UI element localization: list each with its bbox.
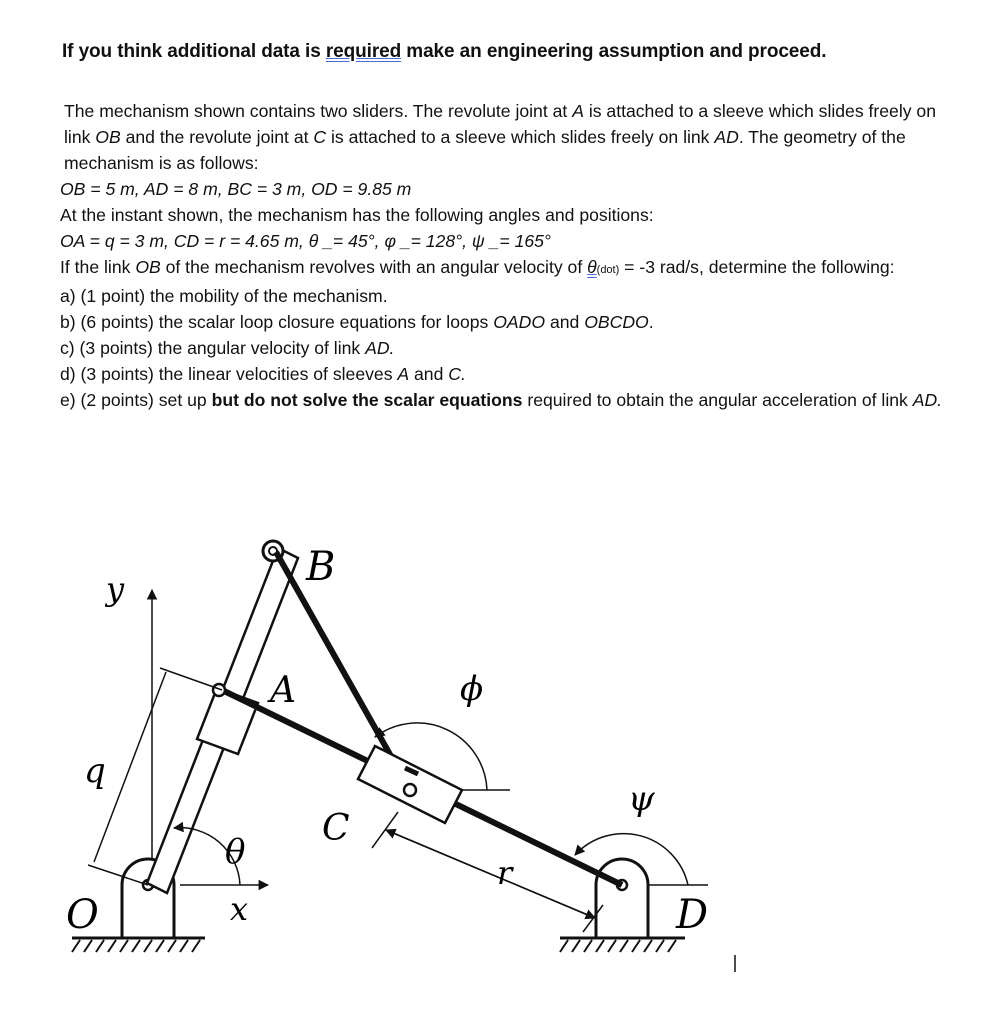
r-dimension xyxy=(372,812,603,932)
joint-A xyxy=(213,684,225,696)
intro-paragraph: The mechanism shown contains two sliders. The revolute joint at A is attached to a sleeve which slides freely on link OB and the revolute joint at C is attached to a sleeve which slides freely on link AD. The geometry of the mechanism is as follows: xyxy=(64,101,937,173)
part-c: c) (3 points) the angular velocity of link AD. xyxy=(60,338,395,358)
part-d: d) (3 points) the linear velocities of sleeves A and C. xyxy=(60,364,466,384)
label-y: y xyxy=(106,570,125,608)
instant-intro: At the instant shown, the mechanism has the following angles and positions: xyxy=(60,205,654,225)
positions-line: OA = q = 3 m, CD = r = 4.65 m, θ _= 45°, φ _= 128°, ψ _= 165° xyxy=(60,231,551,251)
label-theta: θ xyxy=(225,832,246,872)
label-q: q xyxy=(84,751,106,791)
heading-underlined: required xyxy=(325,41,402,62)
label-phi: ϕ xyxy=(460,669,484,709)
velocity-line: If the link OB of the mechanism revolves with an angular velocity of θ(dot) = -3 rad/s, determine the following: xyxy=(60,257,895,277)
ground-D xyxy=(560,859,685,952)
label-psi: ψ xyxy=(628,779,655,819)
label-x: x xyxy=(230,890,249,928)
label-A: A xyxy=(270,670,296,711)
label-O: O xyxy=(66,892,99,938)
part-a: a) (1 point) the mobility of the mechanism. xyxy=(60,286,388,306)
heading-pre: If you think additional data is xyxy=(62,41,326,62)
part-e: e) (2 points) set up but do not solve the scalar equations required to obtain the angular acceleration of link AD. xyxy=(60,390,943,410)
label-C: C xyxy=(322,808,350,849)
label-D: D xyxy=(676,892,709,938)
label-r: r xyxy=(497,854,513,892)
label-B: B xyxy=(306,544,336,590)
part-b: b) (6 points) the scalar loop closure equations for loops OADO and OBCDO. xyxy=(60,312,654,332)
geometry-line: OB = 5 m, AD = 8 m, BC = 3 m, OD = 9.85 m xyxy=(60,179,412,199)
joint-C xyxy=(404,784,416,796)
heading-post: make an engineering assumption and proceed. xyxy=(401,41,827,62)
